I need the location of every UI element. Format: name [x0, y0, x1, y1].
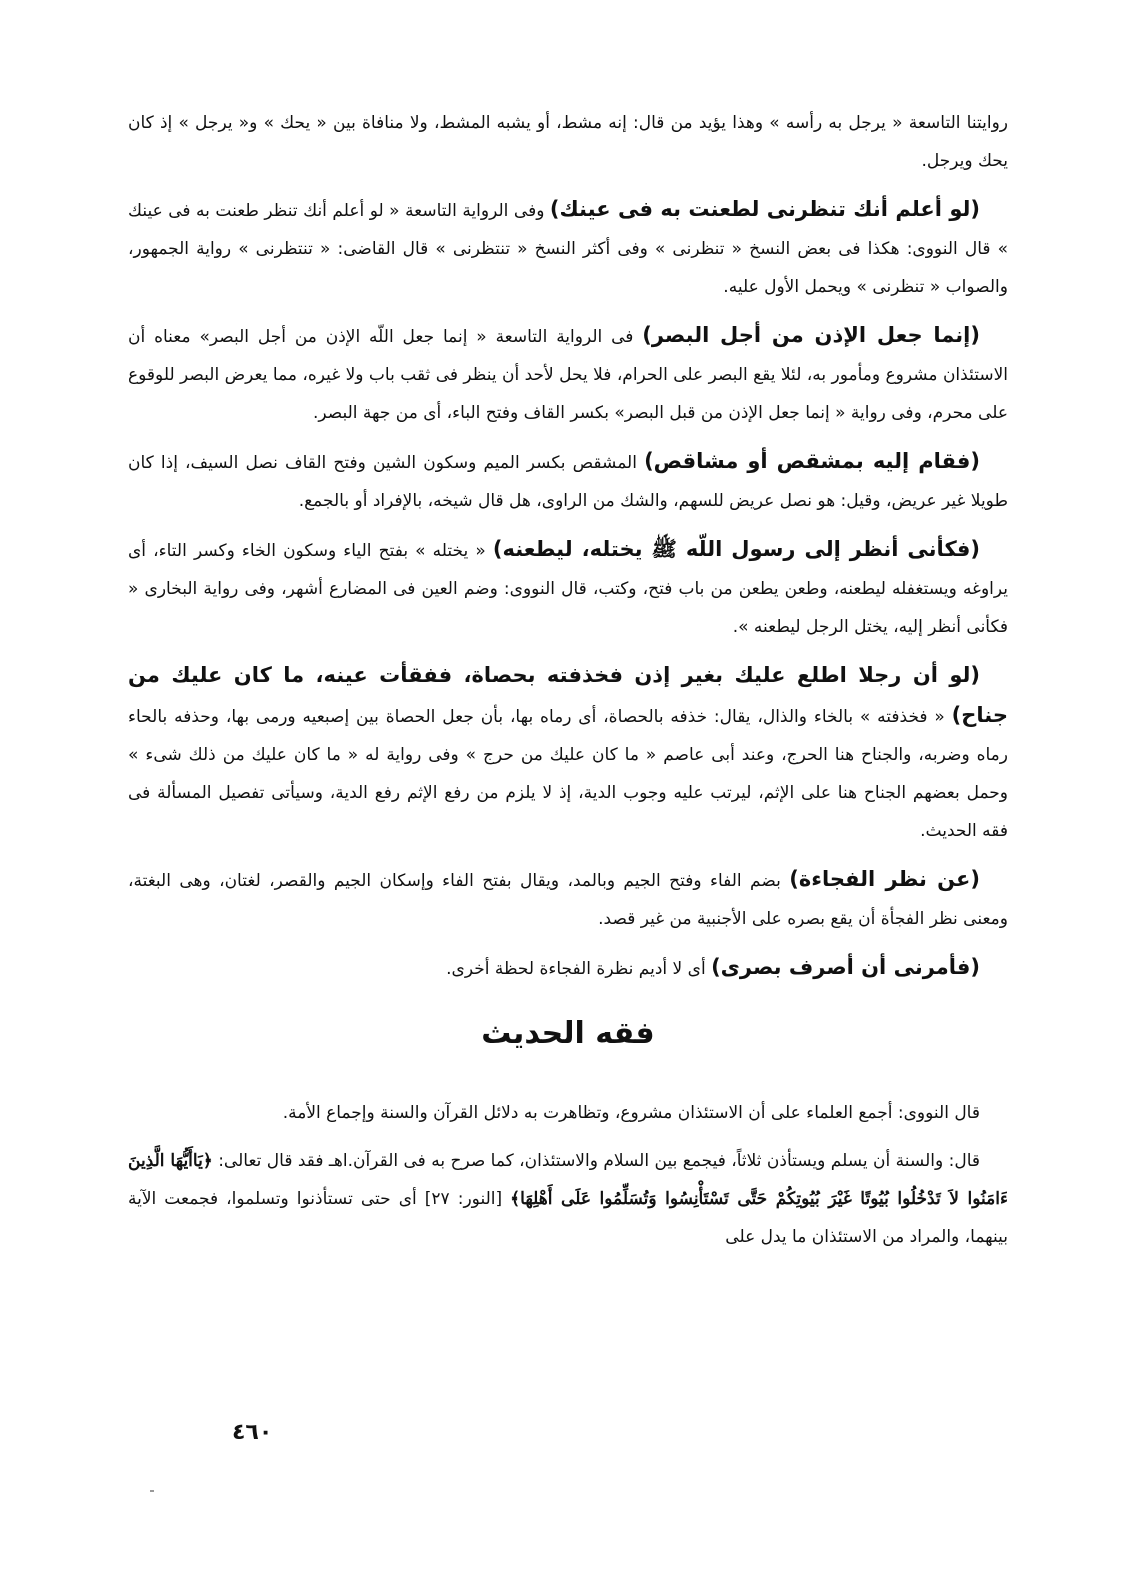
paragraph-text: روايتنا التاسعة « يرجل به رأسه » وهذا يؤيد من قال: إنه مشط، أو يشبه المشط، ولا منافاة بين « يحك » و« يرجل » إذ كان يحك ويرجل. [128, 113, 1008, 171]
paragraph-text: المشقص بكسر الميم وسكون الشين وفتح القاف نصل السيف، إذا كان طويلا غير عريض، وقيل: هو نصل عريض للسهم، والشك من الراوى، هل قال شيخه، بالإفراد أو بالجمع. [128, 453, 1008, 511]
scan-speck [150, 1490, 154, 1492]
fiqh-paragraph-2 [128, 1142, 1008, 1256]
paragraph-khadhaftahu [128, 656, 1008, 850]
paragraph-text: وفى الرواية التاسعة « لو أعلم أنك تنظر طعنت به فى عينك » قال النووى: هكذا فى بعض النسخ « تنظرنى » وفى أكثر النسخ « تنتظرنى » قال القاضى: « تنتظرنى » رواية الجمهور، والصواب « تنظرنى » ويحمل الأول عليه. [128, 201, 1008, 297]
paragraph-lead: (فقام إليه بمشقص أو مشاقص) [644, 449, 980, 473]
paragraph-lead: (عن نظر الفجاءة) [789, 867, 981, 891]
page-body [128, 104, 1008, 1266]
paragraph-innama-juila [128, 316, 1008, 432]
paragraph-text: فى الرواية التاسعة « إنما جعل اللّه الإذن من أجل البصر» معناه أن الاستئذان مشروع ومأمور به، لئلا يقع البصر على الحرام، فلا يحل لأحد أن ينظر فى ثقب باب ولا غيره، مما يعرض البصر للوقوع على محرم، وفى رواية « إنما جعل الإذن من قبل البصر» بكسر القاف وفتح الباء، أى من جهة البصر. [128, 327, 1008, 423]
paragraph-text: [النور: ٢٧] أى حتى تستأذنوا وتسلموا، فجمعت الآية بينهما، والمراد من الاستئذان ما يدل على [128, 1189, 1008, 1247]
paragraph-text: أى لا أديم نظرة الفجاءة لحظة أخرى. [446, 959, 712, 979]
paragraph-text: قال: والسنة أن يسلم ويستأذن ثلاثاً، فيجمع بين السلام والاستئذان، كما صرح به فى القرآن.اهـ فقد قال تعالى: [212, 1151, 980, 1171]
paragraph-text: « يختله » بفتح الياء وسكون الخاء وكسر التاء، أى يراوغه ويستغفله ليطعنه، وطعن يطعن من باب فتح، وكتب، قال النووى: وضم العين فى المضارع أشهر، وفى رواية البخارى « فكأنى أنظر إليه، يختل الرجل ليطعنه ». [128, 541, 1008, 637]
quran-verse: ﴿يَاأَيُّهَا الَّذِينَ ءَامَنُوا لاَ تَدْخُلُوا بُيُوتًا غَيْرَ بُيُوتِكُمْ حَتَّى تَسْتَأْنِسُوا وَتُسَلِّمُوا عَلَى أَهْلِهَا﴾ [128, 1151, 1008, 1209]
section-title: فقه الحديث [481, 1016, 655, 1051]
paragraph-yakhtiluh [128, 530, 1008, 646]
page-number: ٤٦٠ [232, 1420, 273, 1445]
paragraph-continuation [128, 104, 1008, 180]
paragraph-lead: (إنما جعل الإذن من أجل البصر) [642, 323, 980, 347]
paragraph-lead: (فكأنى أنظر إلى رسول اللّه ﷺ يختله، ليطعنه) [492, 537, 981, 561]
paragraph-text: « فخذفته » بالخاء والذال، يقال: خذفه بالحصاة، أى رماه بها، بأن جعل الحصاة بين إصبعيه ورمى بها، وحذفه بالحاء رماه وضربه، والجناح هنا الحرج، وعند أبى عاصم « ما كان عليك من حرج » وفى رواية له « ما كان عليك من ذلك شىء » وحمل بعضهم الجناح هنا على الإثم، ليرتب عليه وجوب الدية، إذ لا يلزم من رفع الإثم رفع الدية، وسيأتى تفصيل المسألة فى فقه الحديث. [128, 707, 1008, 841]
paragraph-mishqas [128, 442, 1008, 520]
paragraph-text: قال النووى: أجمع العلماء على أن الاستئذان مشروع، وتظاهرت به دلائل القرآن والسنة وإجماع الأمة. [282, 1103, 980, 1123]
fiqh-paragraph-1 [128, 1094, 1008, 1132]
paragraph-asrif-basari [128, 948, 1008, 988]
paragraph-lead: (لو أعلم أنك تنظرنى لطعنت به فى عينك) [549, 197, 980, 221]
paragraph-lead: (فأمرنى أن أصرف بصرى) [711, 955, 980, 979]
paragraph-lead: (لو أن رجلا اطلع عليك بغير إذن فخذفته بحصاة، ففقأت عينه، ما كان عليك من جناح) [128, 663, 1008, 727]
paragraph-fujaa [128, 860, 1008, 938]
paragraph-text: بضم الفاء وفتح الجيم وبالمد، ويقال بفتح الفاء وإسكان الجيم والقصر، لغتان، وهى البغتة، ومعنى نظر الفجأة أن يقع بصره على الأجنبية من غير قصد. [128, 871, 1008, 929]
paragraph-lau-alamu [128, 190, 1008, 306]
